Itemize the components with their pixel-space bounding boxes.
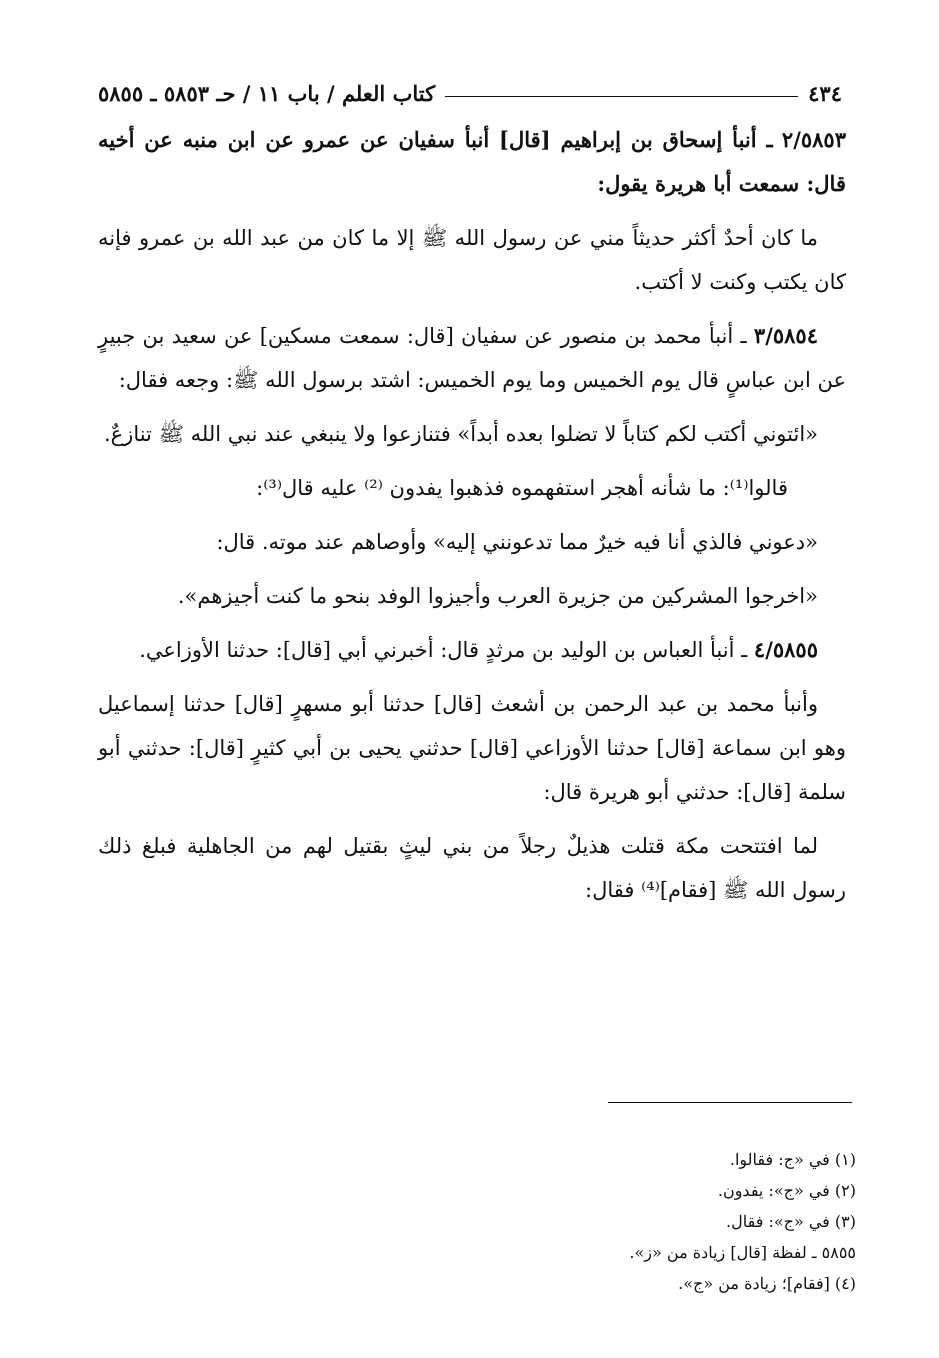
isnad-text: ـ أنبأ محمد بن منصور عن سفيان [قال: سمعت مسكين] عن سعيد بن جبيرٍ عن ابن عباسٍ قال يوم الخميس وما يوم الخميس: اشتد برسول الله ﷺ: وجعه فقال: xyxy=(98,324,846,392)
isnad-text: ـ أنبأ العباس بن الوليد بن مرثدٍ قال: أخبرني أبي [قال]: حدثنا الأوزاعي. xyxy=(139,638,748,662)
hadith-5855-isnad xyxy=(98,628,846,672)
hadith-5855-isnad-2: وأنبأ محمد بن عبد الرحمن بن أشعث [قال] حدثنا أبو مسهرٍ [قال] حدثنا إسماعيل وهو ابن سماعة [قال] حدثنا الأوزاعي [قال] حدثني يحيى بن أبي كثيرٍ [قال]: حدثني أبو سلمة [قال]: حدثني أبو هريرة قال: xyxy=(98,692,846,804)
footnote-separator xyxy=(608,1102,852,1103)
hadith-5853-isnad xyxy=(98,118,846,206)
hadith-5854-isnad xyxy=(98,314,846,402)
page-number: ٤٣٤ xyxy=(808,80,842,106)
footnote: ٥٨٥٥ ـ لفظة [قال] زيادة من «ز». xyxy=(629,1243,856,1262)
hadith-5854-p1: «ائتوني أكتب لكم كتاباً لا تضلوا بعده أبداً» فتنازعوا ولا ينبغي عند نبي الله ﷺ تنازعٌ. xyxy=(103,422,818,446)
hadith-5855-matn: لما افتتحت مكة قتلت هذيلٌ رجلاً من بني ليثٍ بقتيل لهم من الجاهلية فبلغ ذلك رسول الله ﷺ [فقام]⁽⁴⁾ فقال: xyxy=(98,834,846,902)
hadith-5854-p2: قالوا⁽¹⁾: ما شأنه أهجر استفهموه فذهبوا يفدون ⁽²⁾ عليه قال⁽³⁾: xyxy=(256,476,788,500)
hadith-5853-matn: ما كان أحدٌ أكثر حديثاً مني عن رسول الله ﷺ إلا ما كان من عبد الله بن عمرو فإنه كان يكتب وكنت لا أكتب. xyxy=(98,226,846,294)
hadith-number: ٢/٥٨٥٣ xyxy=(781,127,846,152)
hadith-5854-p4: «اخرجوا المشركين من جزيرة العرب وأجيزوا الوفد بنحو ما كنت أجيزهم». xyxy=(177,584,818,608)
footnote: (٤) [فقام]؛ زيادة من «ج». xyxy=(678,1274,856,1293)
hadith-number: ٣/٥٨٥٤ xyxy=(753,323,818,348)
main-text xyxy=(98,118,846,922)
footnotes xyxy=(300,1144,856,1299)
footnote: (٣) في «ج»: فقال. xyxy=(726,1212,856,1231)
isnad-text: ـ أنبأ إسحاق بن إبراهيم [قال] أنبأ سفيان عن عمرو عن ابن منبه عن أخيه قال: سمعت أبا هريرة يقول: xyxy=(98,127,846,196)
hadith-number: ٤/٥٨٥٥ xyxy=(753,637,818,662)
footnote: (٢) في «ج»: يفدون. xyxy=(717,1181,856,1200)
header-rule xyxy=(445,96,798,97)
footnote: (١) في «ج: فقالوا. xyxy=(729,1150,856,1169)
running-title: كتاب العلم / باب ١١ / حـ ٥٨٥٣ ـ ٥٨٥٥ xyxy=(98,80,436,106)
hadith-5854-p3: «دعوني فالذي أنا فيه خيرٌ مما تدعونني إليه» وأوصاهم عند موته. قال: xyxy=(216,530,818,554)
page-header xyxy=(98,76,842,110)
